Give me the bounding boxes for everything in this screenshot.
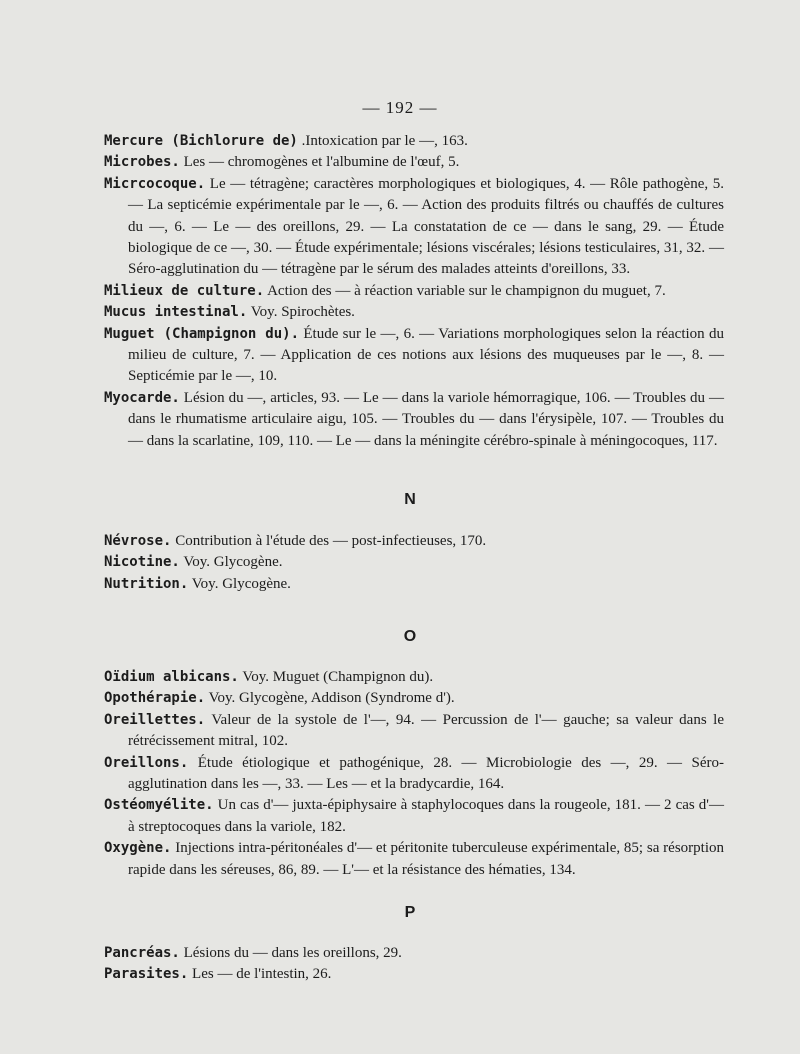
index-entry (104, 753, 724, 796)
entry-head: Milieux de culture. (104, 282, 265, 299)
section-letter-p: P (404, 904, 416, 921)
entry-text: Lésion du —, articles, 93. — Le — dans la variole hémorragique, 106. — Troubles du — dans le rhumatisme articulaire aigu, 105. — Troubles du — dans l'érysipèle, 107. — Troubles du — dans la scarlatine, 109, 110. — Le — dans la méningite cérébro-spinale à méningocoques, 117. (128, 389, 724, 449)
index-entry (104, 838, 724, 881)
entry-text: Les — de l'intestin, 26. (188, 966, 332, 983)
entry-text: Étude sur le —, 6. — Variations morphologiques selon la réaction du milieu de culture, 7. — Application de ces notions aux lésions des muqueuses par le —, 8. — Septicémie par le —, 10. (128, 325, 724, 385)
index-entry (104, 302, 724, 323)
entry-head: Pancréas. (104, 945, 180, 961)
section-o (104, 667, 724, 881)
index-entry (104, 964, 724, 985)
index-entry (104, 531, 724, 552)
entry-text: Les — chromogènes et l'albumine de l'œuf, 5. (179, 154, 460, 171)
entry-text: Voy. Glycogène. (179, 554, 283, 571)
entry-head: Micrcocoque. (104, 175, 206, 192)
entry-text: Voy. Muguet (Champignon du). (238, 669, 434, 685)
entry-text: Voy. Spirochètes. (247, 304, 355, 321)
index-entry (104, 131, 724, 152)
index-entry (104, 324, 724, 388)
entry-text: Lésions du — dans les oreillons, 29. (179, 945, 402, 961)
index-entry (104, 152, 724, 173)
section-n (104, 531, 724, 595)
index-entry (104, 795, 724, 838)
index-entry (104, 281, 724, 302)
entry-text: Injections intra-péritonéales d'— et péritonite tuberculeuse expérimentale, 85; sa résorption rapide dans les séreuses, 86, 89. — L'— et la résistance des hématies, 134. (128, 840, 724, 878)
entry-head: Myocarde. (104, 389, 180, 406)
entry-head: Parasites. (104, 966, 189, 983)
index-entry (104, 388, 724, 452)
entry-head: Mucus intestinal. (104, 304, 248, 321)
entry-text: Voy. Glycogène. (188, 575, 291, 592)
entry-text: .Intoxication par le —, 163. (297, 133, 468, 149)
entry-head: Oreillettes. (104, 711, 206, 728)
entry-head: Oïdium albicans. (104, 669, 239, 685)
index-entry (104, 667, 724, 688)
entry-text: Étude étiologique et pathogénique, 28. — Microbiologie des —, 29. — Séro-agglutination dans les —, 33. — Les — et la bradycardie, 164. (128, 754, 724, 793)
entry-head: Opothérapie. (104, 690, 206, 707)
entry-head: Nutrition. (104, 575, 189, 592)
section-p (104, 943, 724, 986)
entry-head: Microbes. (104, 154, 180, 171)
entry-text: Action des — à réaction variable sur le champignon du muguet, 7. (264, 282, 666, 299)
entry-head: Oreillons. (104, 754, 189, 771)
entry-head: Mercure (Bichlorure de) (104, 133, 298, 149)
entry-text: Voy. Glycogène, Addison (Syndrome d'). (205, 690, 455, 707)
index-entry (104, 943, 724, 964)
entry-head: Oxygène. (104, 840, 172, 857)
page-number: — 192 — (362, 98, 438, 117)
index-entry (104, 174, 724, 281)
entry-head: Ostéomyélite. (104, 797, 214, 814)
entry-head: Nicotine. (104, 554, 180, 571)
index-entry (104, 552, 724, 573)
entry-head: Névrose. (104, 533, 172, 549)
index-entry (104, 574, 724, 595)
entry-text: Valeur de la systole de l'—, 94. — Percussion de l'— gauche; sa valeur dans le rétrécissement mitral, 102. (128, 711, 724, 750)
index-entry (104, 688, 724, 709)
entry-text: Un cas d'— juxta-épiphysaire à staphylocoques dans la rougeole, 181. — 2 cas d'— à streptocoques dans la variole, 182. (128, 797, 724, 835)
index-entry (104, 710, 724, 753)
section-letter-o: O (403, 628, 417, 645)
section-letter-n: N (404, 491, 416, 508)
entry-head: Muguet (Champignon du). (104, 325, 300, 342)
entry-text: Le — tétragène; caractères morphologiques et biologiques, 4. — Rôle pathogène, 5. — La septicémie expérimentale par le —, 6. — Action des produits filtrés ou chauffés de cultures du —, 6. — Le — des oreillons, 29. — La constatation de ce — dans le sang, 29. — Étude biologique de ce —, 30. — Étude expérimentale; lésions viscérales; lésions testiculaires, 31, 32. — Séro-agglutination du — tétragène par le sérum des malades atteints d'oreillons, 33. (128, 175, 724, 278)
section-m (104, 131, 724, 452)
entry-text: Contribution à l'étude des — post-infectieuses, 170. (171, 533, 487, 549)
